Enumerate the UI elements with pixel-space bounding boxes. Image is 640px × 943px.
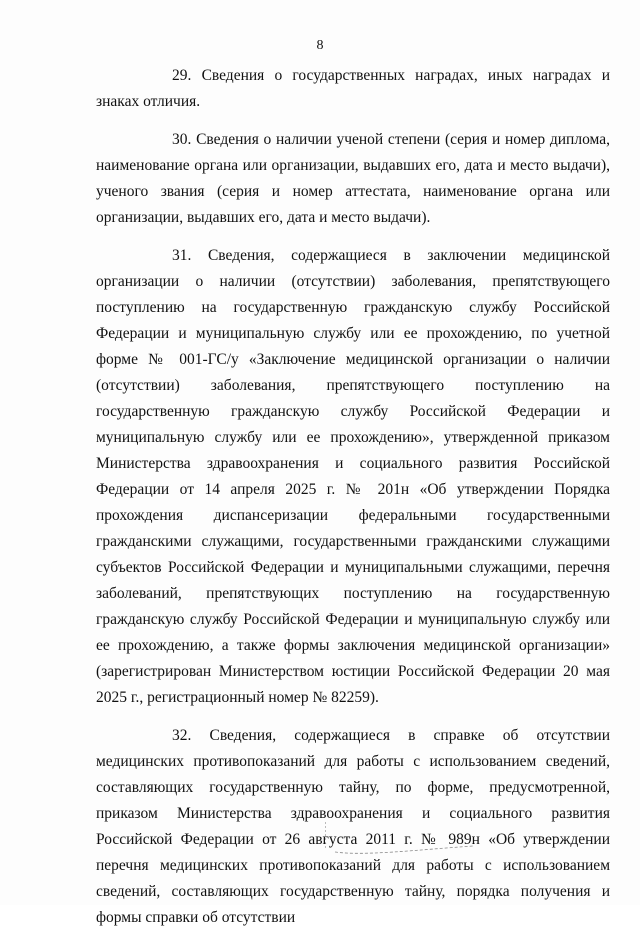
paragraph-text: Сведения, содержащиеся в справке об отсутствии медицинских противопоказаний для работы с использованием сведений, составляющих государственную тайну, по форме, предусмотренной, приказом Министерства здравоохранения и социального развития Российской Федерации от 26 августа 2011 г. № 989н «Об утверждении перечня медицинских противопоказаний для работы с использованием сведений, составляющих государственную тайну, порядка получения и формы справки об отсутствии xyxy=(96,727,610,926)
paragraph-text: Сведения, содержащиеся в заключении медицинской организации о наличии (отсутствии) заболевания, препятствующего поступлению на государственную гражданскую службу Российской Федерации и муниципальную службу или ее прохождению, по учетной форме № 001-ГС/у «Заключение медицинской организации о наличии (отсутствии) заболевания, препятствующего поступлению на государственную гражданскую службу Российской Федерации и муниципальную службу или ее прохождению», утвержденной приказом Министерства здравоохранения и социального развития Российской Федерации от 14 апреля 2025 г. № 201н «Об утверждении Порядка прохождения диспансеризации федеральными государственными гражданскими служащими, государственными гражданскими служащими субъектов Российской Федерации и муниципальными служащими, перечня заболеваний, препятствующих поступлению на государственную гражданскую службу Российской Федерации и муниципальную службу или ее прохождению, а также формы заключения медицинской организации» (зарегистрирован Министерством юстиции Российской Федерации 20 мая 2025 г., регистрационный номер № 82259). xyxy=(96,247,611,706)
paragraph-30 xyxy=(96,127,610,231)
paragraph-number: 29. xyxy=(172,67,192,84)
scan-artifact xyxy=(325,820,475,860)
document-body xyxy=(96,63,610,943)
paragraph-text: Сведения о наличии ученой степени (серия и номер диплома, наименование органа или организации, выдавших его, дата и место выдачи), ученого звания (серия и номер аттестата, наименование органа или организации, выдавших его, дата и место выдачи). xyxy=(96,131,610,226)
paragraph-number: 32. xyxy=(172,727,192,744)
paragraph-text: Сведения о государственных наградах, иных наградах и знаках отличия. xyxy=(96,67,611,110)
paragraph-number: 30. xyxy=(172,131,192,148)
paragraph-31 xyxy=(96,243,610,711)
paragraph-number: 31. xyxy=(172,247,192,264)
paragraph-29 xyxy=(96,63,610,115)
page-number: 8 xyxy=(316,38,324,53)
